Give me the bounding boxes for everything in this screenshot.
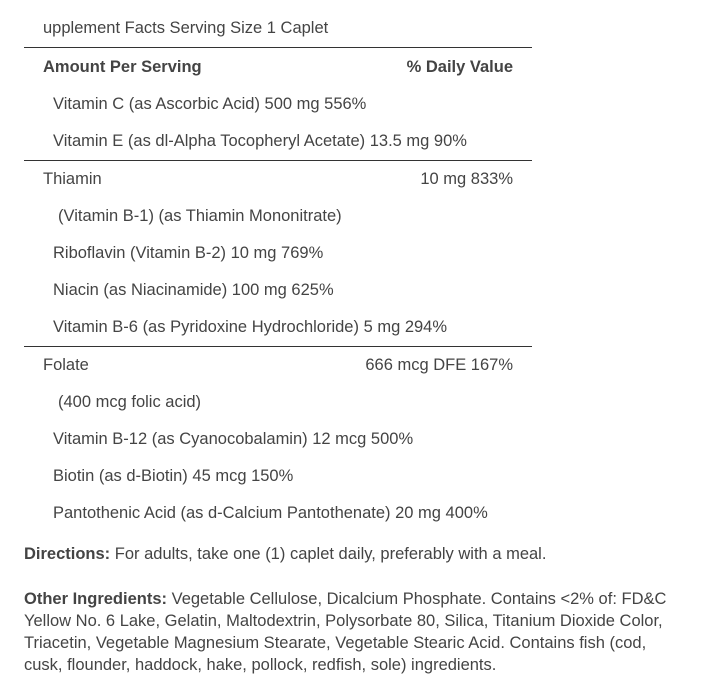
nutrient-vitamin-e: Vitamin E (as dl-Alpha Tocopheryl Acetate) 13.5 mg 90%	[53, 132, 467, 150]
other-ingredients-label: Other Ingredients:	[24, 590, 168, 608]
nutrient-riboflavin: Riboflavin (Vitamin B-2) 10 mg 769%	[53, 244, 324, 262]
nutrient-biotin: Biotin (as d-Biotin) 45 mcg 150%	[53, 467, 294, 485]
divider-top	[24, 47, 532, 48]
nutrient-row	[24, 272, 532, 309]
directions	[24, 543, 684, 565]
nutrient-row	[24, 86, 532, 123]
nutrient-row	[24, 123, 532, 160]
nutrient-row	[24, 198, 532, 235]
nutrient-row	[24, 458, 532, 495]
directions-label: Directions:	[24, 545, 111, 563]
nutrient-thiamin-amount: 10 mg 833%	[420, 170, 513, 188]
nutrient-row	[24, 421, 532, 458]
nutrient-row	[24, 347, 532, 384]
amount-per-serving-header: Amount Per Serving	[43, 58, 202, 76]
nutrient-thiamin: Thiamin	[43, 170, 102, 188]
nutrient-folate: Folate	[43, 356, 89, 374]
daily-value-header: % Daily Value	[406, 58, 513, 76]
nutrient-folate-amount: 666 mcg DFE 167%	[365, 356, 513, 374]
column-header-row	[24, 49, 532, 86]
nutrient-row	[24, 309, 532, 346]
nutrient-vitamin-c: Vitamin C (as Ascorbic Acid) 500 mg 556%	[53, 95, 367, 113]
nutrient-pantothenic-acid: Pantothenic Acid (as d-Calcium Pantothenate) 20 mg 400%	[53, 504, 488, 522]
facts-title: upplement Facts Serving Size 1 Caplet	[43, 19, 329, 37]
nutrient-row	[24, 235, 532, 272]
nutrient-vitamin-b12: Vitamin B-12 (as Cyanocobalamin) 12 mcg 500%	[53, 430, 414, 448]
nutrient-thiamin-source: (Vitamin B-1) (as Thiamin Mononitrate)	[58, 207, 342, 225]
facts-title-row	[24, 10, 532, 47]
nutrient-row	[24, 384, 532, 421]
nutrient-vitamin-b6: Vitamin B-6 (as Pyridoxine Hydrochloride) 5 mg 294%	[53, 318, 448, 336]
nutrient-niacin: Niacin (as Niacinamide) 100 mg 625%	[53, 281, 334, 299]
nutrient-row	[24, 495, 532, 532]
other-ingredients-text: Vegetable Cellulose, Dicalcium Phosphate. Contains <2% of: FD&C Yellow No. 6 Lake, Gelatin, Maltodextrin, Polysorbate 80, Silica, Titanium Dioxide Color, Triacetin, Vegetable Magnesium Stearate, Vegetable Stearic Acid. Contains fish (cod, cusk, flounder, haddock, hake, pollock, redfish, sole) ingredients.	[24, 590, 667, 674]
directions-text: For adults, take one (1) caplet daily, preferably with a meal.	[110, 545, 547, 563]
nutrient-folic-acid: (400 mcg folic acid)	[58, 393, 202, 411]
nutrient-row	[24, 161, 532, 198]
other-ingredients	[24, 588, 684, 676]
